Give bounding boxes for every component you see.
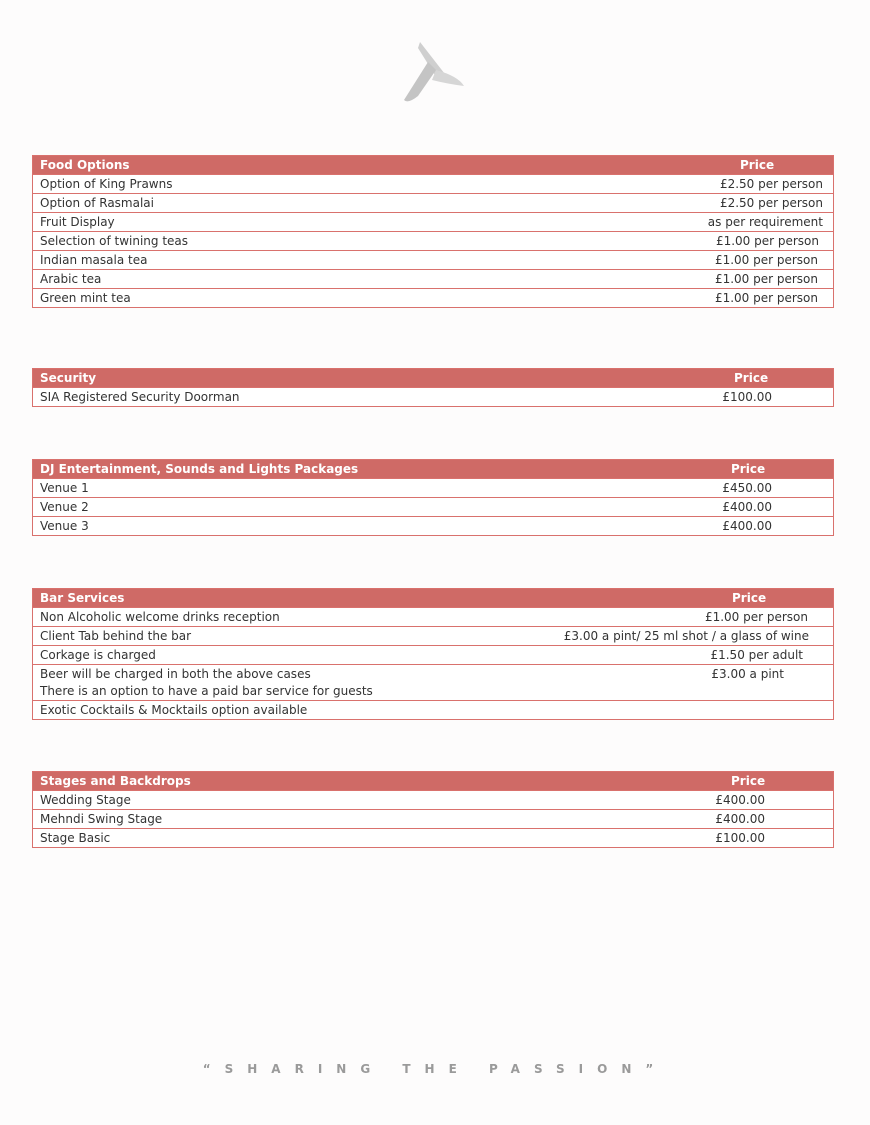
- bar-services-table: [32, 588, 834, 720]
- table-row: [33, 664, 833, 700]
- item-label: Selection of twining teas: [40, 234, 189, 248]
- table-row: [33, 516, 833, 535]
- table-row: [33, 231, 833, 250]
- item-label: Venue 1: [40, 481, 89, 495]
- item-price: £100.00: [722, 390, 772, 404]
- item-price: £1.00 per person: [715, 234, 819, 248]
- item-label: Client Tab behind the bar: [40, 629, 192, 643]
- bar-services-header: [33, 589, 833, 607]
- table-row: [33, 645, 833, 664]
- price-header: Price: [731, 774, 766, 788]
- table-row: [33, 809, 833, 828]
- food-options-table: [32, 155, 834, 308]
- brand-logo: [398, 40, 470, 106]
- item-label: Exotic Cocktails & Mocktails option available: [40, 703, 308, 717]
- table-row: [33, 828, 833, 847]
- item-label: SIA Registered Security Doorman: [40, 390, 240, 404]
- item-label: Beer will be charged in both the above cases: [40, 667, 311, 681]
- item-price: £450.00: [722, 481, 772, 495]
- table-row: [33, 607, 833, 626]
- item-price: £400.00: [722, 500, 772, 514]
- item-label: Non Alcoholic welcome drinks reception: [40, 610, 280, 624]
- table-title: Security: [40, 371, 97, 385]
- item-label: Stage Basic: [40, 831, 111, 845]
- item-price: £2.50 per person: [719, 177, 823, 191]
- table-title: Bar Services: [40, 591, 125, 605]
- item-price: £1.00 per person: [714, 253, 818, 267]
- item-price: £1.00 per person: [704, 610, 808, 624]
- table-row: [33, 700, 833, 719]
- stages-header: [33, 772, 833, 790]
- item-price: £3.00 a pint: [711, 667, 784, 681]
- item-label: Corkage is charged: [40, 648, 156, 662]
- item-price: £400.00: [722, 519, 772, 533]
- table-row: [33, 193, 833, 212]
- table-row: [33, 626, 833, 645]
- item-price: £3.00 a pint/ 25 ml shot / a glass of wine: [563, 629, 809, 643]
- item-price: £2.50 per person: [719, 196, 823, 210]
- security-table: [32, 368, 834, 407]
- item-label: Green mint tea: [40, 291, 131, 305]
- table-row: [33, 790, 833, 809]
- item-price: as per requirement: [707, 215, 823, 229]
- food-options-header: [33, 156, 833, 174]
- item-label: Arabic tea: [40, 272, 102, 286]
- security-header: [33, 369, 833, 387]
- table-row: [33, 269, 833, 288]
- item-price: £100.00: [715, 831, 765, 845]
- item-price: £400.00: [715, 812, 765, 826]
- table-row: [33, 478, 833, 497]
- item-note: There is an option to have a paid bar service for guests: [40, 684, 373, 698]
- item-price: £1.50 per adult: [710, 648, 803, 662]
- stages-table: [32, 771, 834, 848]
- price-header: Price: [732, 591, 767, 605]
- table-row: [33, 387, 833, 406]
- table-title: Food Options: [40, 158, 130, 172]
- item-label: Mehndi Swing Stage: [40, 812, 163, 826]
- dj-packages-table: [32, 459, 834, 536]
- item-label: Venue 3: [40, 519, 89, 533]
- item-price: £400.00: [715, 793, 765, 807]
- table-row: [33, 174, 833, 193]
- price-header: Price: [731, 462, 766, 476]
- price-header: Price: [734, 371, 769, 385]
- dj-packages-header: [33, 460, 833, 478]
- item-label: Venue 2: [40, 500, 89, 514]
- footer-tagline: “SHARING THE PASSION”: [202, 1062, 668, 1076]
- item-label: Indian masala tea: [40, 253, 148, 267]
- price-header: Price: [740, 158, 775, 172]
- table-title: Stages and Backdrops: [40, 774, 191, 788]
- table-row: [33, 250, 833, 269]
- item-price: £1.00 per person: [714, 291, 818, 305]
- item-label: Wedding Stage: [40, 793, 131, 807]
- item-label: Option of King Prawns: [40, 177, 173, 191]
- item-price: £1.00 per person: [714, 272, 818, 286]
- table-row: [33, 497, 833, 516]
- table-row: [33, 212, 833, 231]
- table-row: [33, 288, 833, 307]
- item-label: Fruit Display: [40, 215, 115, 229]
- item-label: Option of Rasmalai: [40, 196, 154, 210]
- table-title: DJ Entertainment, Sounds and Lights Packages: [40, 462, 359, 476]
